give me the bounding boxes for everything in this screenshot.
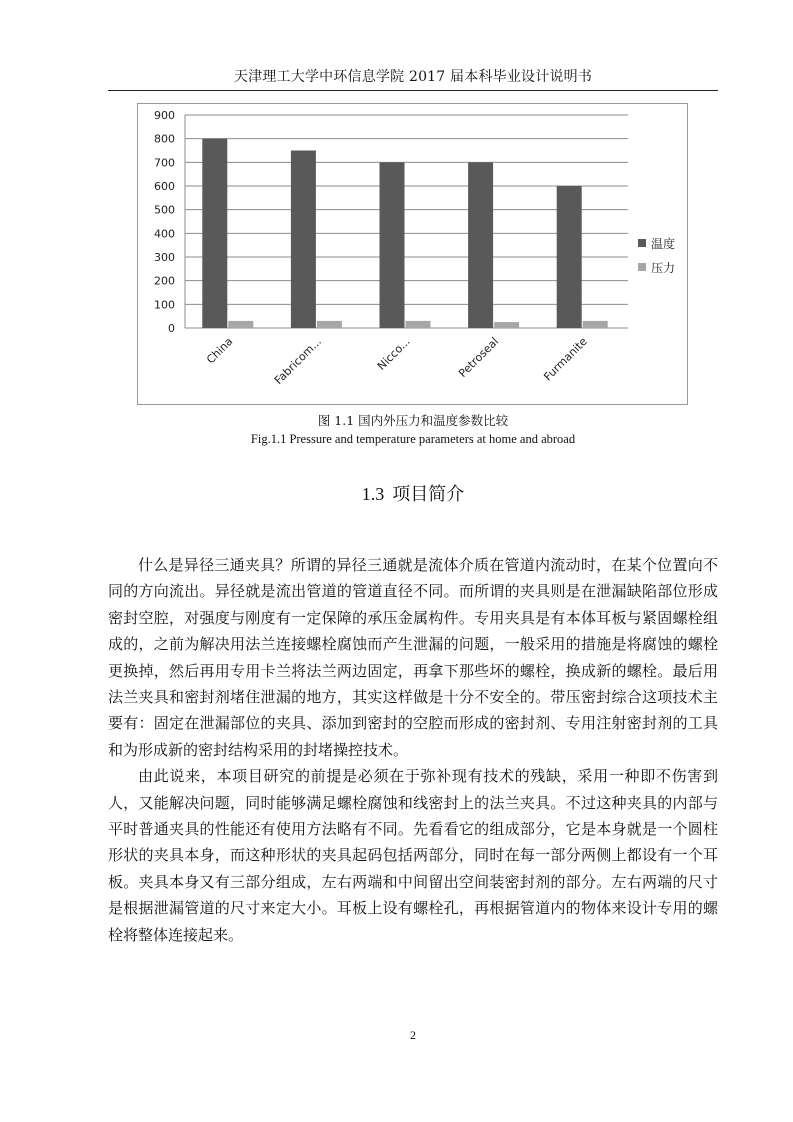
- figure-caption-cn: 图 1.1 国内外压力和温度参数比较: [317, 413, 509, 428]
- figure-caption-en: Fig.1.1 Pressure and temperature parameters at home and abroad: [250, 432, 576, 446]
- section-number: 1.3: [361, 484, 385, 504]
- x-category-label: Nicco...: [374, 334, 413, 373]
- y-tick-label: 900: [154, 109, 175, 122]
- page-header: 天津理工大学中环信息学院 2017 届本科毕业设计说明书: [233, 69, 593, 85]
- bar-chart: [137, 103, 688, 405]
- y-tick-label: 600: [154, 180, 175, 193]
- y-tick-label: 800: [154, 132, 175, 146]
- bar-temperature: [468, 162, 493, 328]
- page-number: 2: [410, 1028, 416, 1042]
- bar-temperature: [557, 186, 582, 328]
- legend-label: 压力: [651, 261, 676, 275]
- bar-temperature: [202, 139, 227, 328]
- legend-swatch: [638, 263, 646, 271]
- bar-pressure: [228, 321, 253, 328]
- y-tick-label: 500: [154, 203, 175, 217]
- paragraph: 由此说来，本项目研究的前提是必须在于弥补现有技术的残缺，采用一种即不伤害到人，又能解决问题，同时能够满足螺栓腐蚀和线密封上的法兰夹具。不过这种夹具的内部与平时普通夹具的性能还有使用方法略有不同。先看看它的组成部分，它是本身就是一个圆柱形状的夹具本身，而这种形状的夹具起码包括两部分，同时在每一部分两侧上都设有一个耳板。夹具本身又有三部分组成，左右两端和中间留出空间装密封剂的部分。左右两端的尺寸是根据泄漏管道的尺寸来定大小。耳板上设有螺栓孔，再根据管道内的物体来设计专用的螺栓将整体连接起来。: [108, 767, 718, 944]
- y-tick-label: 0: [168, 322, 175, 335]
- x-category-label: Fabricom...: [271, 334, 325, 387]
- x-category-label: Petroseal: [456, 334, 502, 380]
- chart-svg: [138, 104, 687, 404]
- section-title: 项目简介: [392, 484, 465, 505]
- y-tick-label: 200: [154, 274, 175, 288]
- paragraph: 什么是异径三通夹具？所谓的异径三通就是流体介质在管道内流动时，在某个位置向不同的方向流出。异径就是流出管道的管道直径不同。而所谓的夹具则是在泄漏缺陷部位形成密封空腔，对强度与刚度有一定保障的承压金属构件。专用夹具是有本体耳板与紧固螺栓组成的，之前为解决用法兰连接螺栓腐蚀而产生泄漏的问题，一般采用的措施是将腐蚀的螺栓更换掉，然后再用专用卡兰将法兰两边固定，再拿下那些坏的螺栓，换成新的螺栓。最后用法兰夹具和密封剂堵住泄漏的地方，其实这样做是十分不安全的。带压密封综合这项技术主要有：固定在泄漏部位的夹具、添加到密封的空腔而形成的密封剂、专用注射密封剂的工具和为形成新的密封结构采用的封堵操控技术。: [108, 556, 718, 759]
- x-category-label: China: [204, 334, 236, 367]
- y-tick-label: 400: [154, 227, 175, 241]
- y-tick-label: 100: [154, 298, 175, 312]
- bar-temperature: [291, 151, 316, 329]
- bar-pressure: [317, 321, 342, 328]
- legend-swatch: [638, 239, 646, 247]
- y-tick-label: 300: [154, 251, 175, 264]
- x-category-label: Furmanite: [541, 334, 590, 384]
- legend-label: 温度: [651, 237, 676, 251]
- bar-pressure: [583, 321, 608, 328]
- bar-pressure: [494, 322, 519, 328]
- section-heading: [108, 480, 718, 506]
- bar-temperature: [380, 162, 405, 328]
- bar-pressure: [406, 321, 431, 328]
- body-text: [108, 552, 718, 948]
- header-rule: [108, 90, 718, 91]
- y-tick-label: 700: [154, 156, 175, 170]
